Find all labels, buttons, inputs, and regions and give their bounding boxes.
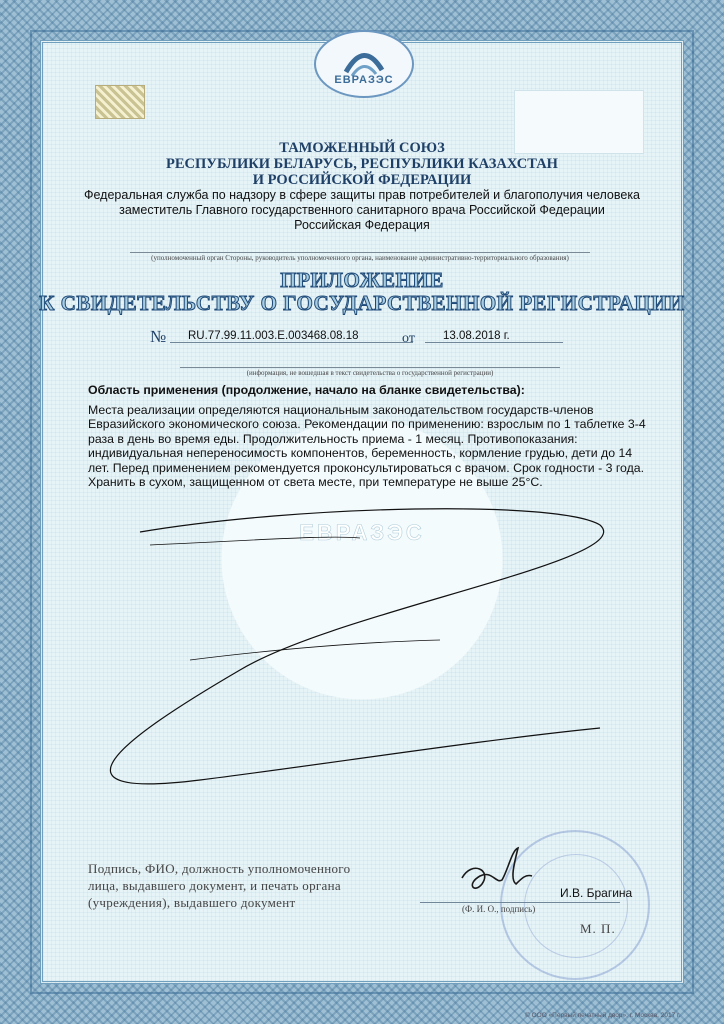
scope-line: Хранить в сухом, защищенном от света месте, при температуре не выше 25°С. [88, 475, 543, 489]
header-line-3: И РОССИЙСКОЙ ФЕДЕРАЦИИ [252, 172, 472, 188]
signature-caption [88, 860, 350, 911]
signature-caption-line: (учреждения), выдавшего документ [88, 895, 296, 910]
scope-line: раза в день во время еды. Продолжительность приема - 1 месяц. Противопоказания: [88, 431, 578, 446]
number-label: № [150, 327, 167, 346]
info-note: (информация, не вошедшая в текст свидетельства о государственной регистрации) [180, 367, 560, 377]
signer-name: И.В. Брагина [560, 886, 633, 900]
title-line-2: К СВИДЕТЕЛЬСТВУ О ГОСУДАРСТВЕННОЙ РЕГИСТРАЦИИ [39, 291, 685, 315]
signer-caption: (Ф. И. О., подпись) [462, 904, 536, 914]
header-line-1: ТАМОЖЕННЫЙ СОЮЗ [279, 140, 445, 156]
date-label: от [402, 331, 415, 346]
seal-place: М. П. [580, 921, 616, 936]
authority-line-3: Российская Федерация [294, 218, 430, 232]
scope-line: Евразийского экономического союза. Рекомендации по применению: взрослым по 1 таблетке 3-4 [88, 417, 646, 431]
signature-caption-line: Подпись, ФИО, должность уполномоченного [88, 861, 351, 876]
authority-line-2: заместитель Главного государственного санитарного врача Российской Федерации [119, 203, 605, 217]
scope-line: индивидуальная непереносимость компонентов, беременность, кормление грудью, дети до 14 [88, 446, 633, 460]
registration-date: 13.08.2018 г. [425, 330, 563, 343]
handwritten-signature [452, 840, 542, 900]
scope-line: лет. Перед применением рекомендуется проконсультироваться с врачом. Срок годности - 3 года. [88, 460, 645, 475]
header-line-2: РЕСПУБЛИКИ БЕЛАРУСЬ, РЕСПУБЛИКИ КАЗАХСТАН [166, 156, 558, 172]
evrazes-watermark: ЕВРАЗЭС [299, 520, 425, 545]
scope-line: Места реализации определяются национальным законодательством государств-членов [88, 402, 594, 417]
scope-heading: Область применения (продолжение, начало на бланке свидетельства): [88, 383, 525, 397]
authority-note: (уполномоченный орган Стороны, руководитель уполномоченного органа, наименование административно-территориального образования) [130, 252, 590, 262]
registration-number: RU.77.99.11.003.E.003468.08.18 [170, 330, 413, 343]
signature-caption-line: лица, выдавшего документ, и печать органа [88, 878, 341, 893]
logo-text: ЕВРАЗЭС [334, 74, 394, 86]
authority-line-1: Федеральная служба по надзору в сфере защиты прав потребителей и благополучия человека [83, 188, 641, 202]
printer-imprint: © ООО «Первый печатный двор», г. Москва, 2017 г. [525, 1012, 681, 1019]
title-line-1: ПРИЛОЖЕНИЕ [280, 268, 444, 292]
